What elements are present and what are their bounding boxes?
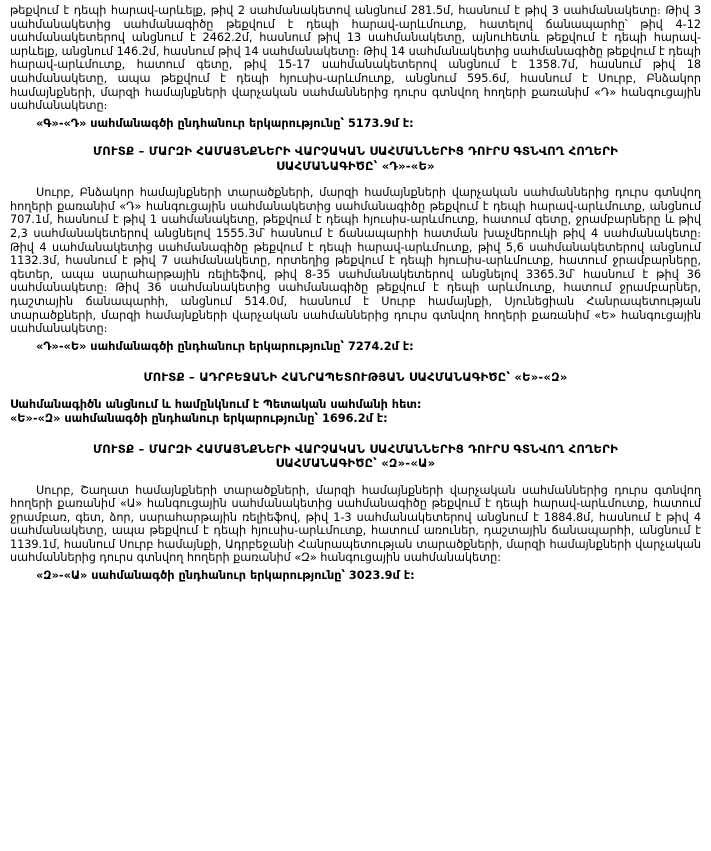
spacer	[10, 173, 701, 186]
section-heading-ez: ՄՈՒՏՔ – ԱԴՐԲԵՋԱՆԻ ՀԱՆՐԱՊԵՏՈՒԹՅԱՆ ՍԱՀՄԱՆԱԳԻԾԸ՝ «Ե»-«Զ»	[143, 370, 568, 385]
result-line-za: «Զ»-«Ա» սահմանագծի ընդհանուր երկարությունը՝ 3023.9մ է:	[36, 569, 415, 583]
result-line-de: «Դ»-«Ե» սահմանագծի ընդհանուր երկարությունը՝ 7274.2մ է:	[36, 339, 414, 353]
section-heading-za-line2: ՍԱՀՄԱՆԱԳԻԾԸ՝ «Զ»-«Ա»	[275, 456, 436, 471]
spacer	[10, 426, 701, 442]
result-line-gd: «Գ»-«Դ» սահմանագծի ընդհանուր երկարությունը՝ 5173.9մ է:	[36, 116, 414, 130]
spacer	[10, 131, 701, 144]
spacer	[10, 385, 701, 398]
section-heading-za-line1: ՄՈՒՏՔ – ՄԱՐԶԻ ՀԱՄԱՅՆՔՆԵՐԻ ՎԱՐՉԱԿԱՆ ՍԱՀՄԱՆՆԵՐԻՑ ԴՈՒՐՍ ԳՏՆՎՈՂ ՀՈՂԵՐԻ	[92, 441, 619, 456]
result-line-ez: «Ե»-«Զ» սահմանագծի ընդհանուր երկարությունը՝ 1696.2մ է:	[10, 411, 388, 425]
section-heading-de-line1: ՄՈՒՏՔ – ՄԱՐԶԻ ՀԱՄԱՅՆՔՆԵՐԻ ՎԱՐՉԱԿԱՆ ՍԱՀՄԱՆՆԵՐԻՑ ԴՈՒՐՍ ԳՏՆՎՈՂ ՀՈՂԵՐԻ	[92, 144, 619, 159]
spacer	[10, 354, 701, 370]
paragraph-section-ez: Սահմանագիծն անցնում և համընկնում է Պետական սահմանի հետ:	[10, 397, 422, 411]
paragraph-section-de: Սուրբ, Բնձակոր համայնքների տարածքների, մարզի համայնքների վարչական սահմաններից դուրս գտնվող հողերի քառանիմ «Դ» հանգուցային սահմանակետից սահմանագիծը թեքվում է դեպի հարավ-արևմուտք, անցնում 707.1մ, հասնում է թիվ 1 սահմանակետը, թեքվում է դեպի հյուսիս-արևմուտք, հատում գետը, ջրամբարները և թիվ 2,3 սահմանակետերով անցնելով 1555.3մ՝ հասնում է ճանապարհի հատման խաչմերուկի թիվ 4 սահմանակետը։ Թիվ 4 սահմանակետից սահմանագիծը թեքվում է դեպի հարավ-արևմուտք, թիվ 5,6 սահմանակետերով անցնում 1132.3մ, հասնում է թիվ 7 սահմանակետը, որտեղից թեքվում է դեպի հյուսիս-արևմուտք, հատում ջրամբարները, գետեր, ապա սարահարթային ռելիեֆով, թիվ 8-35 սահմանակետերով անցնելով 3365.3մ՝ հասնում է թիվ 36 սահմանակետը։ Թիվ 36 սահմանակետից սահմանագիծը թեքվում է դեպի արևմուտք, հատում ջրամբարներ, դաշտային ճանապարհի, անցնում 514.0մ, հասնում է Սուրբ համայնքի, Սյունեցիան Հանրապետության տարածքների, մարզի համայնքների վարչական սահմաններից դուրս գտնվող հողերի քառանիմ «Ե» հանգուցային սահմանակետը։	[10, 186, 701, 336]
spacer	[10, 471, 701, 484]
section-heading-de-line2: ՍԱՀՄԱՆԱԳԻԾԸ՝ «Դ»-«Ե»	[276, 158, 435, 173]
paragraph-continuation: թեքվում է դեպի հարավ-արևելք, թիվ 2 սահմանակետով անցնում 281.5մ, հասնում է թիվ 3 սահմանակետը։ Թիվ 3 սահմանակետից սահմանագիծը թեքվում է դեպի հարավ-արևմուտք, հատելով ճանապարհը՝ թիվ 4-12 սահմանակետերով անցնում է 2462.2մ, հասնում թիվ 13 սահմանակետը, այնուհետև թեքվում է դեպի հարավ-արևելք, անցնում 146.2մ, հասնում թիվ 14 սահմանակետը։ Թիվ 14 սահմանակետից սահմանագիծը թեքվում է դեպի հարավ-արևմուտք, հատում գետը, թիվ 15-17 սահմանակետերով անցնում է 1358.7մ, հասնում թիվ 18 սահմանակետը, ապա թեքվում է դեպի հյուսիս-արևմուտք, անցնում 595.6մ, հասնում է Սուրբ, Բնձակոր համայնքների, մարզի համայնքների վարչական սահմաններից դուրս գտնվող հողերի քառանիմ «Դ» հանգուցային սահմանակետը։	[10, 4, 701, 113]
paragraph-section-za: Սուրբ, Շաղատ համայնքների տարածքների, մարզի համայնքների վարչական սահմաններից դուրս գտնվող հողերի քառանիմ «Ա» հանգուցային սահմանակետից սահմանագիծը թեքվում է դեպի հարավ-արևմուտք, հատում ջրամբառ, գետ, ձոր, սարահարթային ռելիեֆով, թիվ 1-3 սահմանակետերով անցնում է 1884.8մ, հասնում է թիվ 4 սահմանակետը, ապա թեքվում է դեպի հյուսիս-արևմուտք, հատում առուներ, դաշտային ճանապարհի, անցնում է 1139.1մ, հասնում Սուրբ համայնքի, Ադրբեջանի Հանրապետության տարածքների, մարզի համայնքների վարչական սահմաններից դուրս գտնվող հողերի քառանիմ «Զ» հանգուցային սահմանակետը:	[10, 483, 701, 565]
